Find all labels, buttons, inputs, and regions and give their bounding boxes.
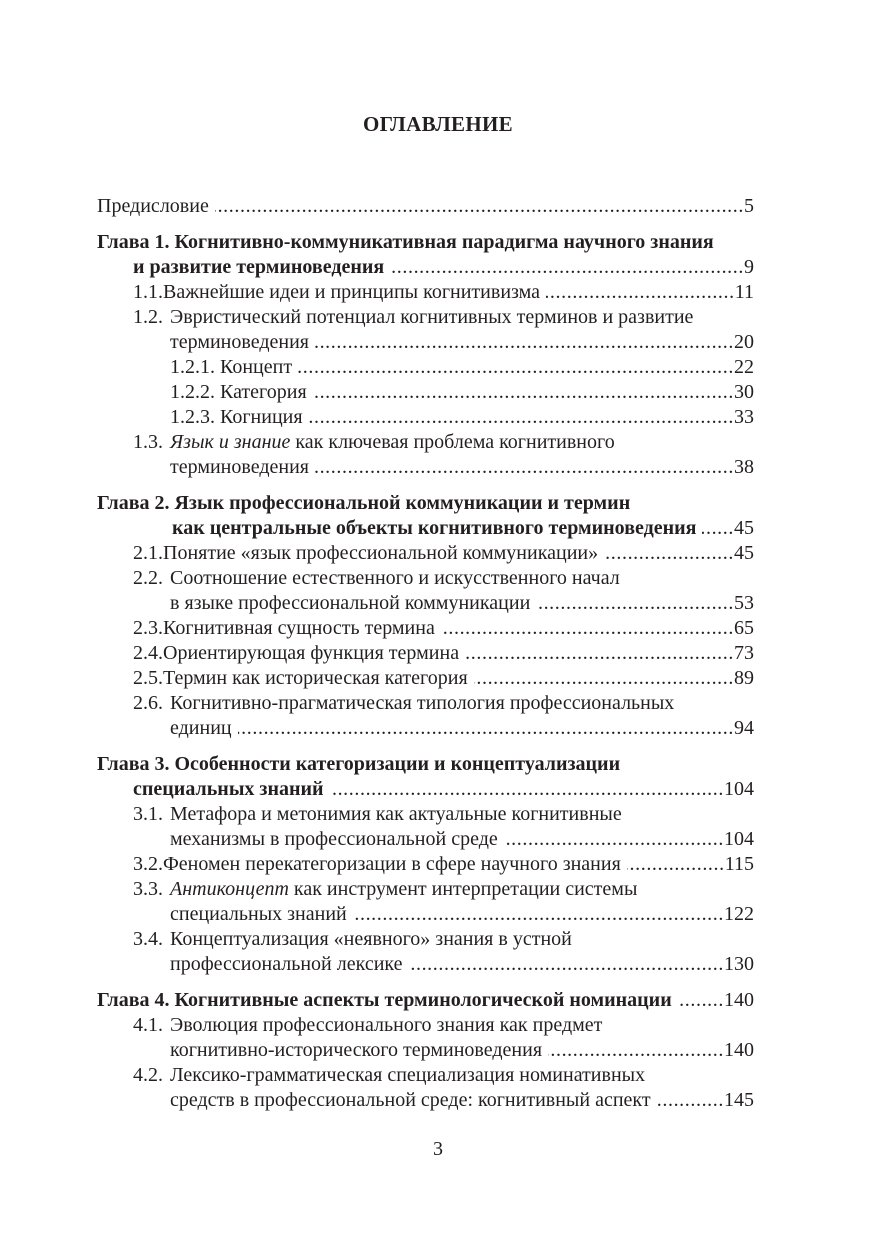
toc-line: [97, 616, 754, 641]
toc-entry: [97, 616, 754, 641]
toc-line: [97, 666, 754, 691]
entry-title: Лексико-грамматическая специализация номинативных: [170, 1064, 646, 1086]
entry-page-number: 53: [734, 592, 754, 614]
entry-title: Термин как историческая категория: [163, 667, 468, 689]
dot-leader: [604, 541, 734, 566]
toc-entry: [97, 802, 754, 852]
section-number: 1.2.1.: [170, 356, 215, 378]
entry-page-number: 73: [734, 642, 754, 664]
toc-line: [97, 1013, 754, 1038]
page-number: 3: [433, 1138, 443, 1160]
entry-page-number: 115: [724, 853, 754, 875]
toc-line: [97, 566, 754, 591]
entry-title: когнитивно-исторического терминоведения: [170, 1039, 543, 1061]
entry-page-number: 89: [734, 667, 754, 689]
section-number: 3.4.: [133, 928, 163, 950]
entry-title: профессиональной лексике: [170, 953, 403, 975]
toc-line: [97, 430, 754, 455]
toc-line: [97, 802, 754, 827]
toc-line: [97, 491, 754, 516]
dot-leader: [313, 380, 734, 405]
entry-page-number: 9: [744, 256, 754, 278]
toc-chapter: [97, 988, 754, 1013]
dot-leader: [309, 405, 734, 430]
toc-line: [97, 777, 754, 802]
toc-chapter: [97, 491, 754, 541]
table-of-contents: [97, 194, 754, 1113]
entry-page-number: 30: [734, 381, 754, 403]
entry-title: Концепт: [220, 356, 293, 378]
section-number: 1.2.: [133, 306, 163, 328]
entry-title: Глава 3. Особенности категоризации и концептуализации: [97, 753, 621, 775]
toc-title: ОГЛАВЛЕНИЕ: [363, 112, 513, 136]
entry-title: Феномен перекатегоризации в сфере научного знания: [163, 853, 621, 875]
toc-line: [97, 927, 754, 952]
toc-entry: [97, 666, 754, 691]
dot-leader: [215, 194, 744, 219]
toc-line: [97, 305, 754, 330]
toc-entry: [97, 566, 754, 616]
section-number: 3.1.: [133, 803, 163, 825]
toc-line: [97, 691, 754, 716]
entry-title: как центральные объекты когнитивного терминоведения: [172, 517, 697, 539]
section-number: 2.4.: [133, 642, 163, 664]
entry-title: как ключевая проблема когнитивного: [290, 431, 615, 453]
entry-title: в языке профессиональной коммуникации: [170, 592, 531, 614]
entry-title: Концептуализация «неявного» знания в устной: [170, 928, 572, 950]
entry-page-number: 38: [734, 456, 754, 478]
entry-title: Ориентирующая функция термина: [163, 642, 460, 664]
entry-title: Соотношение естественного и искусственного начал: [170, 567, 620, 589]
dot-leader: [678, 988, 724, 1013]
toc-chapter: [97, 752, 754, 802]
entry-title: Когниция: [220, 406, 303, 428]
dot-leader: [702, 516, 734, 541]
toc-line: [97, 455, 754, 480]
toc-line: [97, 852, 754, 877]
entry-title: Понятие «язык профессиональной коммуникации»: [163, 542, 599, 564]
toc-line: [97, 827, 754, 852]
toc-entry: [97, 852, 754, 877]
entry-title: Глава 1. Когнитивно-коммуникативная парадигма научного знания: [97, 231, 714, 253]
section-number: 2.1.: [133, 542, 163, 564]
dot-leader: [315, 455, 734, 480]
entry-title: Важнейшие идеи и принципы когнитивизма: [163, 281, 541, 303]
dot-leader: [504, 827, 724, 852]
entry-page-number: 65: [734, 617, 754, 639]
section-number: 2.2.: [133, 567, 163, 589]
toc-line: [97, 641, 754, 666]
section-number: 1.1.: [133, 281, 163, 303]
entry-page-number: 140: [724, 989, 754, 1011]
section-number: 2.6.: [133, 692, 163, 714]
entry-title: Когнитивно-прагматическая типология профессиональных: [170, 692, 675, 714]
toc-entry: [97, 280, 754, 305]
section-number: 1.2.2.: [170, 381, 215, 403]
toc-line: [97, 716, 754, 741]
entry-page-number: 22: [734, 356, 754, 378]
entry-title: как инструмент интерпретации системы: [288, 878, 638, 900]
toc-entry: [97, 641, 754, 666]
toc-entry: [97, 380, 754, 405]
toc-entry: [97, 430, 754, 480]
section-number: 3.3.: [133, 878, 163, 900]
section-number: 3.2.: [133, 853, 163, 875]
toc-line: [97, 516, 754, 541]
section-number: 4.1.: [133, 1014, 163, 1036]
toc-entry: [97, 927, 754, 977]
emphasis-text: Язык и знание: [170, 431, 291, 453]
entry-title: единиц: [170, 717, 232, 739]
entry-page-number: 45: [734, 542, 754, 564]
dot-leader: [330, 777, 724, 802]
entry-title: Категория: [220, 381, 307, 403]
entry-title: механизмы в профессиональной среде: [170, 828, 498, 850]
toc-line: [97, 902, 754, 927]
toc-line: [97, 752, 754, 777]
dot-leader: [627, 852, 725, 877]
section-number: 2.5.: [133, 667, 163, 689]
entry-page-number: 104: [724, 778, 754, 800]
dot-leader: [441, 616, 734, 641]
toc-line: [97, 541, 754, 566]
section-number: 2.3.: [133, 617, 163, 639]
entry-title: Эвристический потенциал когнитивных терминов и развитие: [170, 306, 694, 328]
dot-leader: [657, 1088, 724, 1113]
entry-title: Глава 4. Когнитивные аспекты терминологической номинации: [97, 989, 672, 1011]
toc-entry: [97, 405, 754, 430]
toc-entry: [97, 877, 754, 927]
entry-page-number: 104: [724, 828, 754, 850]
toc-line: [97, 591, 754, 616]
dot-leader: [536, 591, 734, 616]
entry-title: Предисловие: [97, 195, 209, 217]
entry-page-number: 130: [724, 953, 754, 975]
toc-line: [97, 405, 754, 430]
toc-line: [97, 355, 754, 380]
entry-title: терминоведения: [170, 331, 309, 353]
toc-entry: [97, 1013, 754, 1063]
toc-line: [97, 280, 754, 305]
dot-leader: [465, 641, 734, 666]
entry-title: терминоведения: [170, 456, 309, 478]
dot-leader: [353, 902, 724, 927]
dot-leader: [409, 952, 724, 977]
toc-preface: [97, 194, 754, 219]
entry-title: Метафора и метонимия как актуальные когнитивные: [170, 803, 622, 825]
entry-title: специальных знаний: [133, 778, 324, 800]
entry-page-number: 45: [734, 517, 754, 539]
toc-line: [97, 1038, 754, 1063]
dot-leader: [546, 280, 735, 305]
entry-page-number: 33: [734, 406, 754, 428]
entry-title: Когнитивная сущность термина: [163, 617, 435, 639]
entry-title: средств в профессиональной среде: когнитивный аспект: [170, 1089, 651, 1111]
entry-title: и развитие терминоведения: [133, 256, 385, 278]
toc-line: [97, 1088, 754, 1113]
toc-line: [97, 988, 754, 1013]
section-number: 1.2.3.: [170, 406, 215, 428]
toc-entry: [97, 1063, 754, 1113]
dot-leader: [315, 330, 734, 355]
dot-leader: [474, 666, 734, 691]
entry-page-number: 145: [724, 1089, 754, 1111]
toc-entry: [97, 355, 754, 380]
toc-line: [97, 194, 754, 219]
entry-page-number: 94: [734, 717, 754, 739]
entry-page-number: 140: [724, 1039, 754, 1061]
entry-page-number: 20: [734, 331, 754, 353]
toc-entry: [97, 305, 754, 355]
dot-leader: [390, 255, 744, 280]
toc-entry: [97, 691, 754, 741]
entry-page-number: 122: [724, 903, 754, 925]
dot-leader: [548, 1038, 724, 1063]
entry-title: Глава 2. Язык профессиональной коммуникации и термин: [97, 492, 631, 514]
entry-title: Эволюция профессионального знания как предмет: [170, 1014, 603, 1036]
toc-line: [97, 1063, 754, 1088]
toc-line: [97, 380, 754, 405]
entry-page-number: 5: [744, 195, 754, 217]
toc-line: [97, 255, 754, 280]
section-number: 4.2.: [133, 1064, 163, 1086]
toc-chapter: [97, 230, 754, 280]
dot-leader: [238, 716, 734, 741]
entry-page-number: 11: [734, 281, 754, 303]
emphasis-text: Антиконцепт: [170, 878, 289, 900]
toc-entry: [97, 541, 754, 566]
section-number: 1.3.: [133, 431, 163, 453]
dot-leader: [298, 355, 734, 380]
toc-line: [97, 330, 754, 355]
toc-line: [97, 877, 754, 902]
toc-line: [97, 952, 754, 977]
toc-line: [97, 230, 754, 255]
entry-title: специальных знаний: [170, 903, 347, 925]
